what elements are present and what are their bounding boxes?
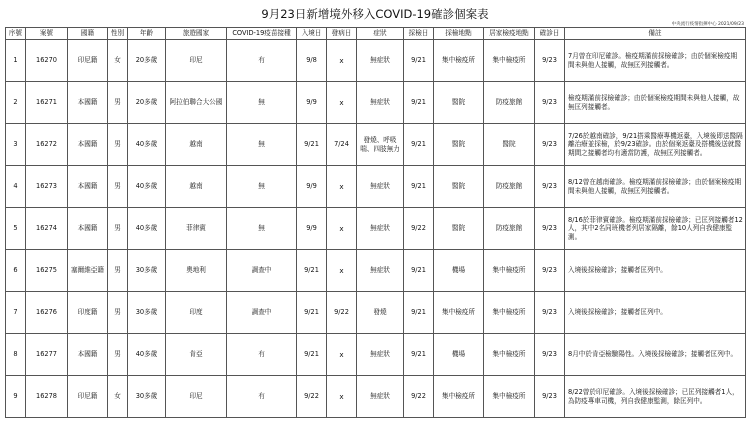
table-cell: 印尼籍 [68,40,108,82]
table-cell: 有 [227,40,297,82]
table-cell: 女 [108,40,128,82]
table-cell: 無症狀 [357,376,404,418]
table-cell: 9/22 [404,208,434,250]
table-cell: 9/23 [535,40,565,82]
column-header: 國籍 [68,28,108,40]
table-row [6,124,746,166]
table-cell: 發燒 [357,292,404,334]
table-cell: 無症狀 [357,82,404,124]
page-title: 9月23日新增境外移入COVID-19確診個案表 [261,7,489,21]
table-cell: 9/23 [535,334,565,376]
table-cell: x [327,166,357,208]
table-cell: 無 [227,166,297,208]
table-cell: 男 [108,334,128,376]
column-header: 採檢地點 [434,28,484,40]
table-cell: 7/26於越南確診，9/21搭乘醫療專機返臺，入境後即送醫隔離治療並採檢，於9/23確診。由於個案返臺及搭機後送就醫期間之接觸者均有適當防護，故無匡列接觸者。 [565,124,746,166]
table-cell: 20多歲 [128,82,166,124]
table-cell: 男 [108,250,128,292]
table-row [6,208,746,250]
column-header: 症狀 [357,28,404,40]
table-cell: 16272 [26,124,68,166]
table-cell: 集中檢疫所 [434,40,484,82]
table-cell: 9/22 [327,292,357,334]
table-cell: x [327,208,357,250]
column-header: 序號 [6,28,26,40]
table-cell: 醫院 [434,82,484,124]
table-cell: 集中檢疫所 [484,334,535,376]
table-cell: 40多歲 [128,124,166,166]
column-header: 確診日 [535,28,565,40]
table-cell: 16275 [26,250,68,292]
table-cell: 集中檢疫所 [434,292,484,334]
table-cell: 本國籍 [68,82,108,124]
table-row [6,40,746,82]
table-row [6,166,746,208]
table-cell: 奧地利 [166,250,227,292]
table-body [6,40,746,418]
table-cell: 9/23 [535,82,565,124]
table-cell: 男 [108,208,128,250]
column-header: 居家檢疫地點 [484,28,535,40]
table-cell: 檢疫期滿前採檢確診；由於個案檢疫期間未與他人接觸，故無匡列接觸者。 [565,82,746,124]
table-cell: 2 [6,82,26,124]
table-row [6,292,746,334]
column-header: 採檢日 [404,28,434,40]
table-cell: 30多歲 [128,250,166,292]
table-cell: 9/21 [297,292,327,334]
table-cell: 無症狀 [357,166,404,208]
table-row [6,334,746,376]
table-cell: 9/21 [404,334,434,376]
case-table [5,27,746,418]
table-cell: 本國籍 [68,124,108,166]
table-cell: 集中檢疫所 [484,40,535,82]
table-row [6,82,746,124]
table-cell: 20多歲 [128,40,166,82]
table-cell: 9 [6,376,26,418]
table-cell: 7/24 [327,124,357,166]
column-header: 案號 [26,28,68,40]
table-cell: x [327,250,357,292]
table-cell: 9/21 [297,124,327,166]
table-cell: 醫院 [484,124,535,166]
table-cell: 男 [108,166,128,208]
table-cell: 16277 [26,334,68,376]
table-cell: 9/23 [535,166,565,208]
column-header: 年齡 [128,28,166,40]
table-cell: 9/8 [297,40,327,82]
table-cell: 男 [108,292,128,334]
table-cell: x [327,40,357,82]
table-cell: 8/16於菲律賓確診。檢疫期滿前採檢確診；已匡列接觸者12人，其中2名同班機者列居家隔離，餘10人列自我健康監測。 [565,208,746,250]
table-cell: 16273 [26,166,68,208]
table-cell: 印尼 [166,376,227,418]
table-cell: 9/23 [535,124,565,166]
table-cell: 40多歲 [128,166,166,208]
table-cell: 9/23 [535,292,565,334]
table-cell: 30多歲 [128,292,166,334]
column-header: COVID-19疫苗接種 [227,28,297,40]
table-cell: 3 [6,124,26,166]
table-cell: 9/21 [404,82,434,124]
table-cell: 9/22 [404,376,434,418]
table-cell: 16276 [26,292,68,334]
table-row [6,376,746,418]
table-cell: 8/12曾在越南確診。檢疫期滿前採檢確診；由於個案檢疫期間未與他人接觸，故無匡列接觸者。 [565,166,746,208]
table-cell: 機場 [434,250,484,292]
table-cell: 9/9 [297,82,327,124]
table-cell: 無症狀 [357,40,404,82]
table-cell: 女 [108,376,128,418]
table-cell: 無症狀 [357,250,404,292]
table-cell: 4 [6,166,26,208]
table-cell: 9/23 [535,376,565,418]
table-cell: 7 [6,292,26,334]
table-cell: 印尼籍 [68,376,108,418]
table-cell: 本國籍 [68,166,108,208]
table-cell: 40多歲 [128,334,166,376]
table-cell: 印尼 [166,40,227,82]
table-cell: 防疫旅館 [484,166,535,208]
table-cell: 本國籍 [68,208,108,250]
table-cell: 調查中 [227,250,297,292]
table-cell: 9/21 [297,250,327,292]
column-header: 入境日 [297,28,327,40]
table-cell: 9/21 [404,40,434,82]
table-cell: 集中檢疫所 [484,250,535,292]
table-cell: 菲律賓 [166,208,227,250]
table-header-row [6,28,746,40]
table-cell: 越南 [166,166,227,208]
table-cell: 9/21 [404,124,434,166]
table-cell: 7月曾在印尼確診。檢疫期滿前採檢確診；由於個案檢疫期間未與他人接觸，故無匡列接觸者。 [565,40,746,82]
table-cell: 塞爾維亞籍 [68,250,108,292]
table-cell: 16270 [26,40,68,82]
source-note: 中央流行疫情指揮中心 2021/09/23 [671,22,744,27]
table-cell: 有 [227,376,297,418]
table-cell: 本國籍 [68,334,108,376]
table-cell: 防疫旅館 [484,82,535,124]
table-cell: 40多歲 [128,208,166,250]
table-cell: 16278 [26,376,68,418]
table-cell: 無症狀 [357,208,404,250]
table-cell: 8/22曾於印尼確診。入境後採檢確診；已匡列接觸者1人，為防疫專車司機，列自我健康監測，餘匡列中。 [565,376,746,418]
table-cell: 無 [227,82,297,124]
table-cell: 無症狀 [357,334,404,376]
table-cell: 8 [6,334,26,376]
table-cell: 印度 [166,292,227,334]
table-cell: 8月中於肯亞檢驗陽性。入境後採檢確診；接觸者匡列中。 [565,334,746,376]
table-cell: 男 [108,82,128,124]
table-cell: 無 [227,124,297,166]
table-cell: 防疫旅館 [484,208,535,250]
column-header: 備註 [565,28,746,40]
table-cell: 9/21 [404,166,434,208]
table-cell: 集中檢疫所 [434,376,484,418]
table-cell: 無 [227,208,297,250]
table-cell: 9/21 [297,334,327,376]
table-cell: x [327,376,357,418]
table-cell: 醫院 [434,124,484,166]
table-cell: 16271 [26,82,68,124]
table-cell: 5 [6,208,26,250]
table-cell: 調查中 [227,292,297,334]
table-cell: 1 [6,40,26,82]
table-cell: 肯亞 [166,334,227,376]
table-cell: 阿拉伯聯合大公國 [166,82,227,124]
table-cell: 有 [227,334,297,376]
table-cell: 集中檢疫所 [484,376,535,418]
table-cell: 9/21 [404,292,434,334]
table-cell: 醫院 [434,208,484,250]
table-cell: 9/9 [297,208,327,250]
table-cell: 9/21 [404,250,434,292]
column-header: 旅遊國家 [166,28,227,40]
table-cell: 9/23 [535,250,565,292]
table-cell: 16274 [26,208,68,250]
table-cell: 9/22 [297,376,327,418]
table-cell: 30多歲 [128,376,166,418]
table-cell: 印度籍 [68,292,108,334]
table-cell: 6 [6,250,26,292]
table-cell: x [327,334,357,376]
table-cell: x [327,82,357,124]
table-cell: 越南 [166,124,227,166]
table-cell: 發燒、呼吸喘、四肢無力 [357,124,404,166]
table-cell: 入境後採檢確診；接觸者匡列中。 [565,250,746,292]
table-cell: 集中檢疫所 [484,292,535,334]
table-cell: 9/9 [297,166,327,208]
table-cell: 醫院 [434,166,484,208]
column-header: 性別 [108,28,128,40]
table-cell: 入境後採檢確診；接觸者匡列中。 [565,292,746,334]
table-cell: 男 [108,124,128,166]
table-cell: 機場 [434,334,484,376]
table-row [6,250,746,292]
table-cell: 9/23 [535,208,565,250]
column-header: 發病日 [327,28,357,40]
